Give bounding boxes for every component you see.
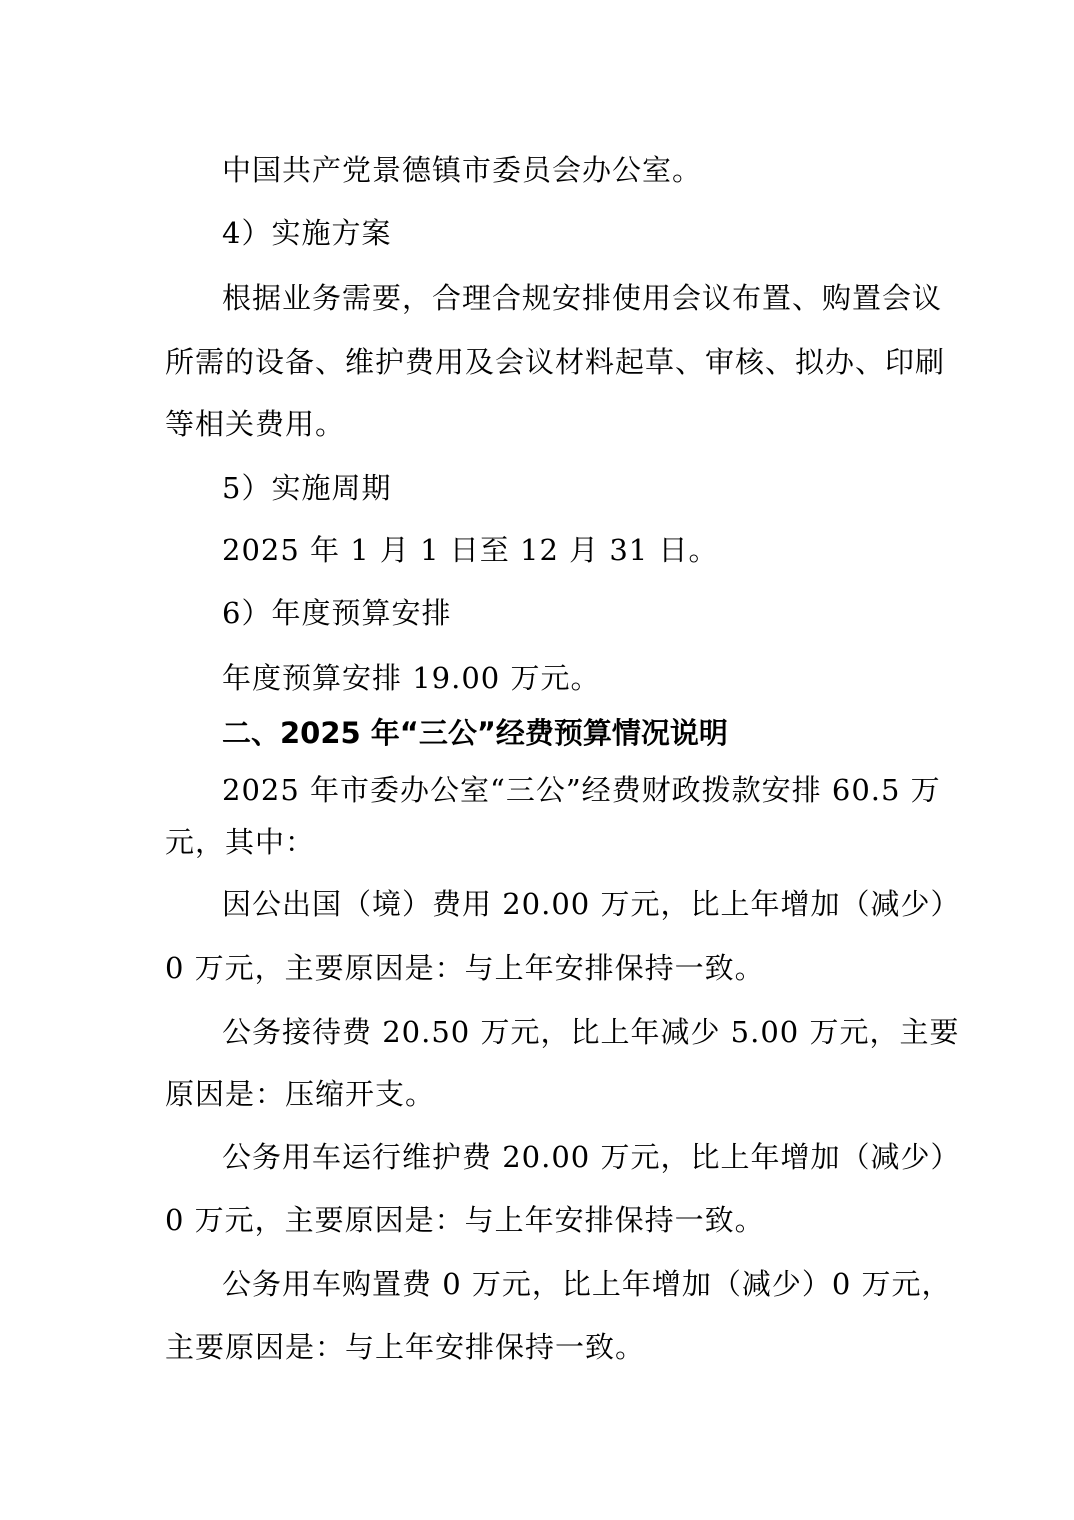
paragraph-line: 元，其中：	[165, 825, 316, 859]
paragraph-line: 所需的设备、维护费用及会议材料起草、审核、拟办、印刷	[165, 345, 946, 379]
paragraph-line: 因公出国（境）费用 20.00 万元，比上年增加（减少）	[222, 887, 961, 921]
paragraph-line: 公务用车购置费 0 万元，比上年增加（减少）0 万元，	[222, 1267, 952, 1301]
paragraph-line: 0 万元，主要原因是：与上年安排保持一致。	[165, 1203, 765, 1237]
paragraph-line: 原因是：压缩开支。	[165, 1077, 436, 1111]
paragraph-line: 年度预算安排 19.00 万元。	[222, 661, 601, 695]
subheading-implementation-period: 5）实施周期	[222, 471, 392, 505]
paragraph-line: 0 万元，主要原因是：与上年安排保持一致。	[165, 951, 765, 985]
paragraph-line: 公务用车运行维护费 20.00 万元，比上年增加（减少）	[222, 1140, 961, 1174]
paragraph-line: 根据业务需要，合理合规安排使用会议布置、购置会议	[222, 281, 943, 315]
paragraph-line: 等相关费用。	[165, 407, 346, 441]
paragraph-line: 2025 年市委办公室“三公”经费财政拨款安排 60.5 万	[222, 773, 941, 807]
section-heading: 二、2025 年“三公”经费预算情况说明	[222, 716, 728, 750]
subheading-implementation-plan: 4）实施方案	[222, 216, 392, 250]
paragraph-line: 公务接待费 20.50 万元，比上年减少 5.00 万元，主要	[222, 1015, 960, 1049]
paragraph-line: 主要原因是：与上年安排保持一致。	[165, 1330, 646, 1364]
paragraph-line: 中国共产党景德镇市委员会办公室。	[222, 153, 703, 187]
paragraph-line: 2025 年 1 月 1 日至 12 月 31 日。	[222, 533, 719, 567]
subheading-annual-budget: 6）年度预算安排	[222, 596, 452, 630]
